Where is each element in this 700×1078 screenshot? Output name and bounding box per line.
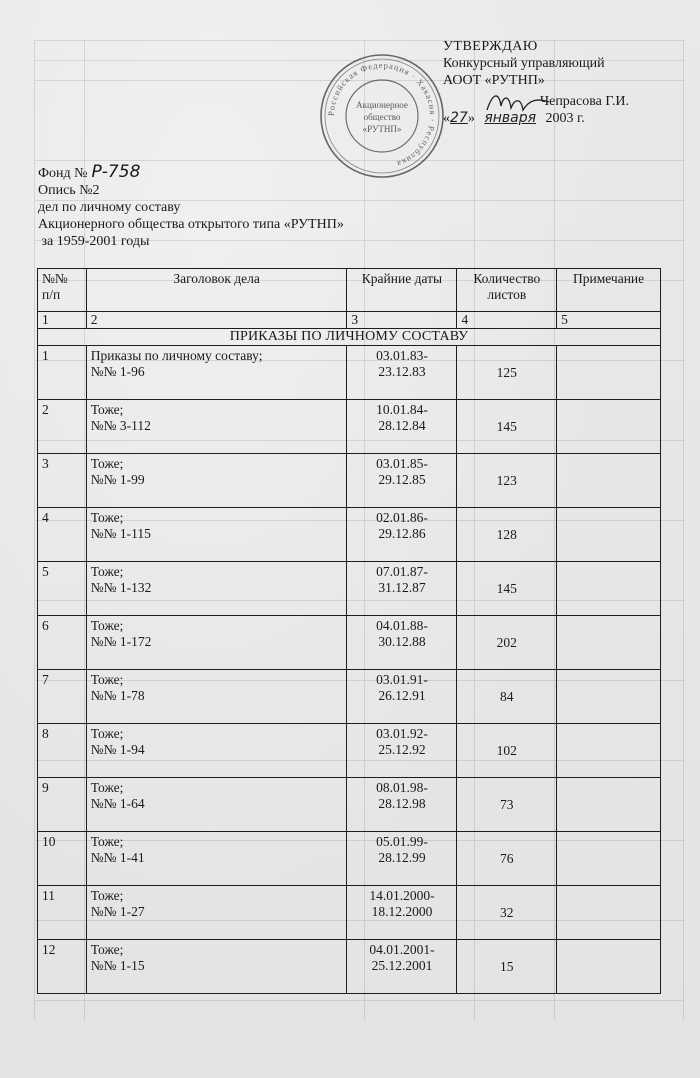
row-date-start: 03.01.91- bbox=[376, 672, 428, 687]
row-date-end: 25.12.2001 bbox=[371, 958, 433, 973]
row-date-end: 18.12.2000 bbox=[371, 904, 433, 919]
row-date-start: 07.01.87- bbox=[376, 564, 428, 579]
row-title-line1: Тоже; bbox=[90, 834, 124, 849]
row-sheets: 145 bbox=[457, 562, 557, 616]
row-number: 5 bbox=[38, 562, 87, 616]
row-note bbox=[557, 508, 661, 562]
row-title-line2: №№ 1-115 bbox=[90, 526, 151, 541]
row-dates bbox=[347, 400, 457, 454]
row-sheets: 125 bbox=[457, 346, 557, 400]
row-title-line1: Тоже; bbox=[90, 888, 124, 903]
row-title-line2: №№ 1-96 bbox=[90, 364, 145, 379]
row-number: 8 bbox=[38, 724, 87, 778]
row-dates bbox=[347, 562, 457, 616]
row-sheets: 102 bbox=[457, 724, 557, 778]
column-number: 2 bbox=[86, 312, 347, 329]
row-title bbox=[86, 886, 347, 940]
row-title-line1: Тоже; bbox=[90, 618, 124, 633]
row-note bbox=[557, 454, 661, 508]
row-date-start: 03.01.85- bbox=[376, 456, 428, 471]
row-date-start: 10.01.84- bbox=[376, 402, 428, 417]
row-sheets: 123 bbox=[457, 454, 557, 508]
row-title-line1: Тоже; bbox=[90, 456, 124, 471]
approval-position-line2: АООТ «РУТНП» bbox=[443, 73, 545, 88]
row-title bbox=[86, 940, 347, 994]
row-title-line2: №№ 1-64 bbox=[90, 796, 145, 811]
row-title-line2: №№ 1-78 bbox=[90, 688, 145, 703]
row-dates bbox=[347, 454, 457, 508]
row-dates bbox=[347, 778, 457, 832]
row-note bbox=[557, 562, 661, 616]
row-date-start: 05.01.99- bbox=[376, 834, 428, 849]
col-header-title: Заголовок дела bbox=[86, 269, 347, 312]
fond-value: Р-758 bbox=[91, 162, 141, 182]
table-row bbox=[38, 508, 661, 562]
seal-center-line3: «РУТНП» bbox=[362, 124, 402, 134]
heading-line4: Акционерного общества открытого типа «РУТНП» bbox=[38, 217, 344, 232]
seal-center-line2: общество bbox=[363, 112, 401, 122]
row-title-line1: Тоже; bbox=[90, 402, 124, 417]
row-date-start: 03.01.92- bbox=[376, 726, 428, 741]
row-title bbox=[86, 562, 347, 616]
heading-line3: дел по личному составу bbox=[38, 200, 181, 215]
row-title-line2: №№ 1-99 bbox=[90, 472, 145, 487]
row-date-end: 28.12.84 bbox=[378, 418, 426, 433]
row-title-line2: №№ 3-112 bbox=[90, 418, 151, 433]
approval-position-line1: Конкурсный управляющий bbox=[443, 56, 605, 71]
organization-seal bbox=[318, 52, 446, 180]
row-dates bbox=[347, 616, 457, 670]
row-date-end: 31.12.87 bbox=[378, 580, 426, 595]
row-sheets: 73 bbox=[457, 778, 557, 832]
table-row bbox=[38, 724, 661, 778]
opis-line: Опись №2 bbox=[38, 183, 100, 198]
row-note bbox=[557, 346, 661, 400]
approval-block bbox=[443, 38, 663, 126]
row-number: 11 bbox=[38, 886, 87, 940]
row-sheets: 128 bbox=[457, 508, 557, 562]
col-header-num: №№ п/п bbox=[38, 269, 87, 312]
document-heading bbox=[38, 164, 344, 250]
row-note bbox=[557, 400, 661, 454]
row-note bbox=[557, 940, 661, 994]
row-date-end: 23.12.83 bbox=[378, 364, 426, 379]
row-title-line2: №№ 1-41 bbox=[90, 850, 145, 865]
signature bbox=[483, 88, 553, 116]
table-row bbox=[38, 670, 661, 724]
row-title-line1: Тоже; bbox=[90, 726, 124, 741]
approval-title: УТВЕРЖДАЮ bbox=[443, 39, 538, 54]
table-row bbox=[38, 454, 661, 508]
table-row bbox=[38, 832, 661, 886]
row-number: 3 bbox=[38, 454, 87, 508]
row-title-line1: Тоже; bbox=[90, 780, 124, 795]
inventory-table bbox=[37, 268, 661, 994]
row-title-line2: №№ 1-132 bbox=[90, 580, 152, 595]
row-dates bbox=[347, 724, 457, 778]
row-title-line2: №№ 1-27 bbox=[90, 904, 145, 919]
table-row bbox=[38, 346, 661, 400]
row-date-start: 03.01.83- bbox=[376, 348, 428, 363]
row-sheets: 76 bbox=[457, 832, 557, 886]
table-row bbox=[38, 778, 661, 832]
table-row bbox=[38, 886, 661, 940]
column-numbers-row bbox=[38, 312, 661, 329]
row-date-end: 28.12.98 bbox=[378, 796, 426, 811]
row-title-line2: №№ 1-94 bbox=[90, 742, 145, 757]
approval-date bbox=[443, 110, 663, 127]
row-sheets: 32 bbox=[457, 886, 557, 940]
column-number: 3 bbox=[347, 312, 457, 329]
fond-label: Фонд № bbox=[38, 166, 88, 181]
table-row bbox=[38, 400, 661, 454]
section-title: ПРИКАЗЫ ПО ЛИЧНОМУ СОСТАВУ bbox=[38, 329, 661, 346]
row-dates bbox=[347, 346, 457, 400]
fond-line bbox=[38, 164, 344, 182]
row-number: 2 bbox=[38, 400, 87, 454]
seal-ring-text: Российская Федерация · Хакасия · Республика bbox=[325, 59, 439, 170]
row-note bbox=[557, 616, 661, 670]
row-dates bbox=[347, 670, 457, 724]
column-number: 1 bbox=[38, 312, 87, 329]
col-header-dates: Крайние даты bbox=[347, 269, 457, 312]
row-title bbox=[86, 454, 347, 508]
row-sheets: 145 bbox=[457, 400, 557, 454]
date-month: января bbox=[484, 110, 537, 126]
row-number: 9 bbox=[38, 778, 87, 832]
row-number: 7 bbox=[38, 670, 87, 724]
approval-name: Чепрасова Г.И. bbox=[540, 94, 629, 109]
row-note bbox=[557, 778, 661, 832]
row-title bbox=[86, 670, 347, 724]
col-header-sheets: Количество листов bbox=[457, 269, 557, 312]
row-sheets: 15 bbox=[457, 940, 557, 994]
table-row bbox=[38, 562, 661, 616]
row-title-line1: Тоже; bbox=[90, 942, 124, 957]
row-dates bbox=[347, 940, 457, 994]
row-date-start: 08.01.98- bbox=[376, 780, 428, 795]
section-row bbox=[38, 329, 661, 346]
heading-line5: за 1959-2001 годы bbox=[38, 234, 150, 249]
row-dates bbox=[347, 886, 457, 940]
row-date-end: 29.12.85 bbox=[378, 472, 426, 487]
row-title bbox=[86, 508, 347, 562]
row-date-start: 04.01.2001- bbox=[369, 942, 435, 957]
row-number: 1 bbox=[38, 346, 87, 400]
col-header-note: Примечание bbox=[557, 269, 661, 312]
row-date-end: 26.12.91 bbox=[378, 688, 426, 703]
row-note bbox=[557, 724, 661, 778]
date-close-quote: » bbox=[467, 111, 475, 126]
row-note bbox=[557, 886, 661, 940]
date-day: 27 bbox=[450, 110, 468, 126]
table-row bbox=[38, 616, 661, 670]
row-title bbox=[86, 832, 347, 886]
column-number: 4 bbox=[457, 312, 557, 329]
row-dates bbox=[347, 832, 457, 886]
row-title-line2: №№ 1-172 bbox=[90, 634, 152, 649]
row-sheets: 84 bbox=[457, 670, 557, 724]
row-title-line1: Тоже; bbox=[90, 510, 124, 525]
table-row bbox=[38, 940, 661, 994]
row-number: 10 bbox=[38, 832, 87, 886]
row-note bbox=[557, 832, 661, 886]
date-open-quote: « bbox=[443, 111, 450, 126]
row-number: 12 bbox=[38, 940, 87, 994]
column-number: 5 bbox=[557, 312, 661, 329]
seal-center-line1: Акционерное bbox=[356, 100, 408, 110]
table-header-row bbox=[38, 269, 661, 312]
row-title bbox=[86, 346, 347, 400]
row-note bbox=[557, 670, 661, 724]
row-date-end: 25.12.92 bbox=[378, 742, 426, 757]
row-sheets: 202 bbox=[457, 616, 557, 670]
row-title-line2: №№ 1-15 bbox=[90, 958, 145, 973]
row-date-start: 04.01.88- bbox=[376, 618, 428, 633]
row-date-start: 02.01.86- bbox=[376, 510, 428, 525]
row-date-end: 30.12.88 bbox=[378, 634, 426, 649]
row-date-end: 29.12.86 bbox=[378, 526, 426, 541]
row-title bbox=[86, 778, 347, 832]
row-title-line1: Тоже; bbox=[90, 672, 124, 687]
row-title bbox=[86, 400, 347, 454]
row-title-line1: Тоже; bbox=[90, 564, 124, 579]
row-dates bbox=[347, 508, 457, 562]
row-number: 4 bbox=[38, 508, 87, 562]
row-title bbox=[86, 616, 347, 670]
row-title-line1: Приказы по личному составу; bbox=[90, 348, 263, 363]
row-date-start: 14.01.2000- bbox=[369, 888, 435, 903]
date-year: 2003 г. bbox=[545, 111, 585, 126]
row-title bbox=[86, 724, 347, 778]
row-date-end: 28.12.99 bbox=[378, 850, 426, 865]
row-number: 6 bbox=[38, 616, 87, 670]
